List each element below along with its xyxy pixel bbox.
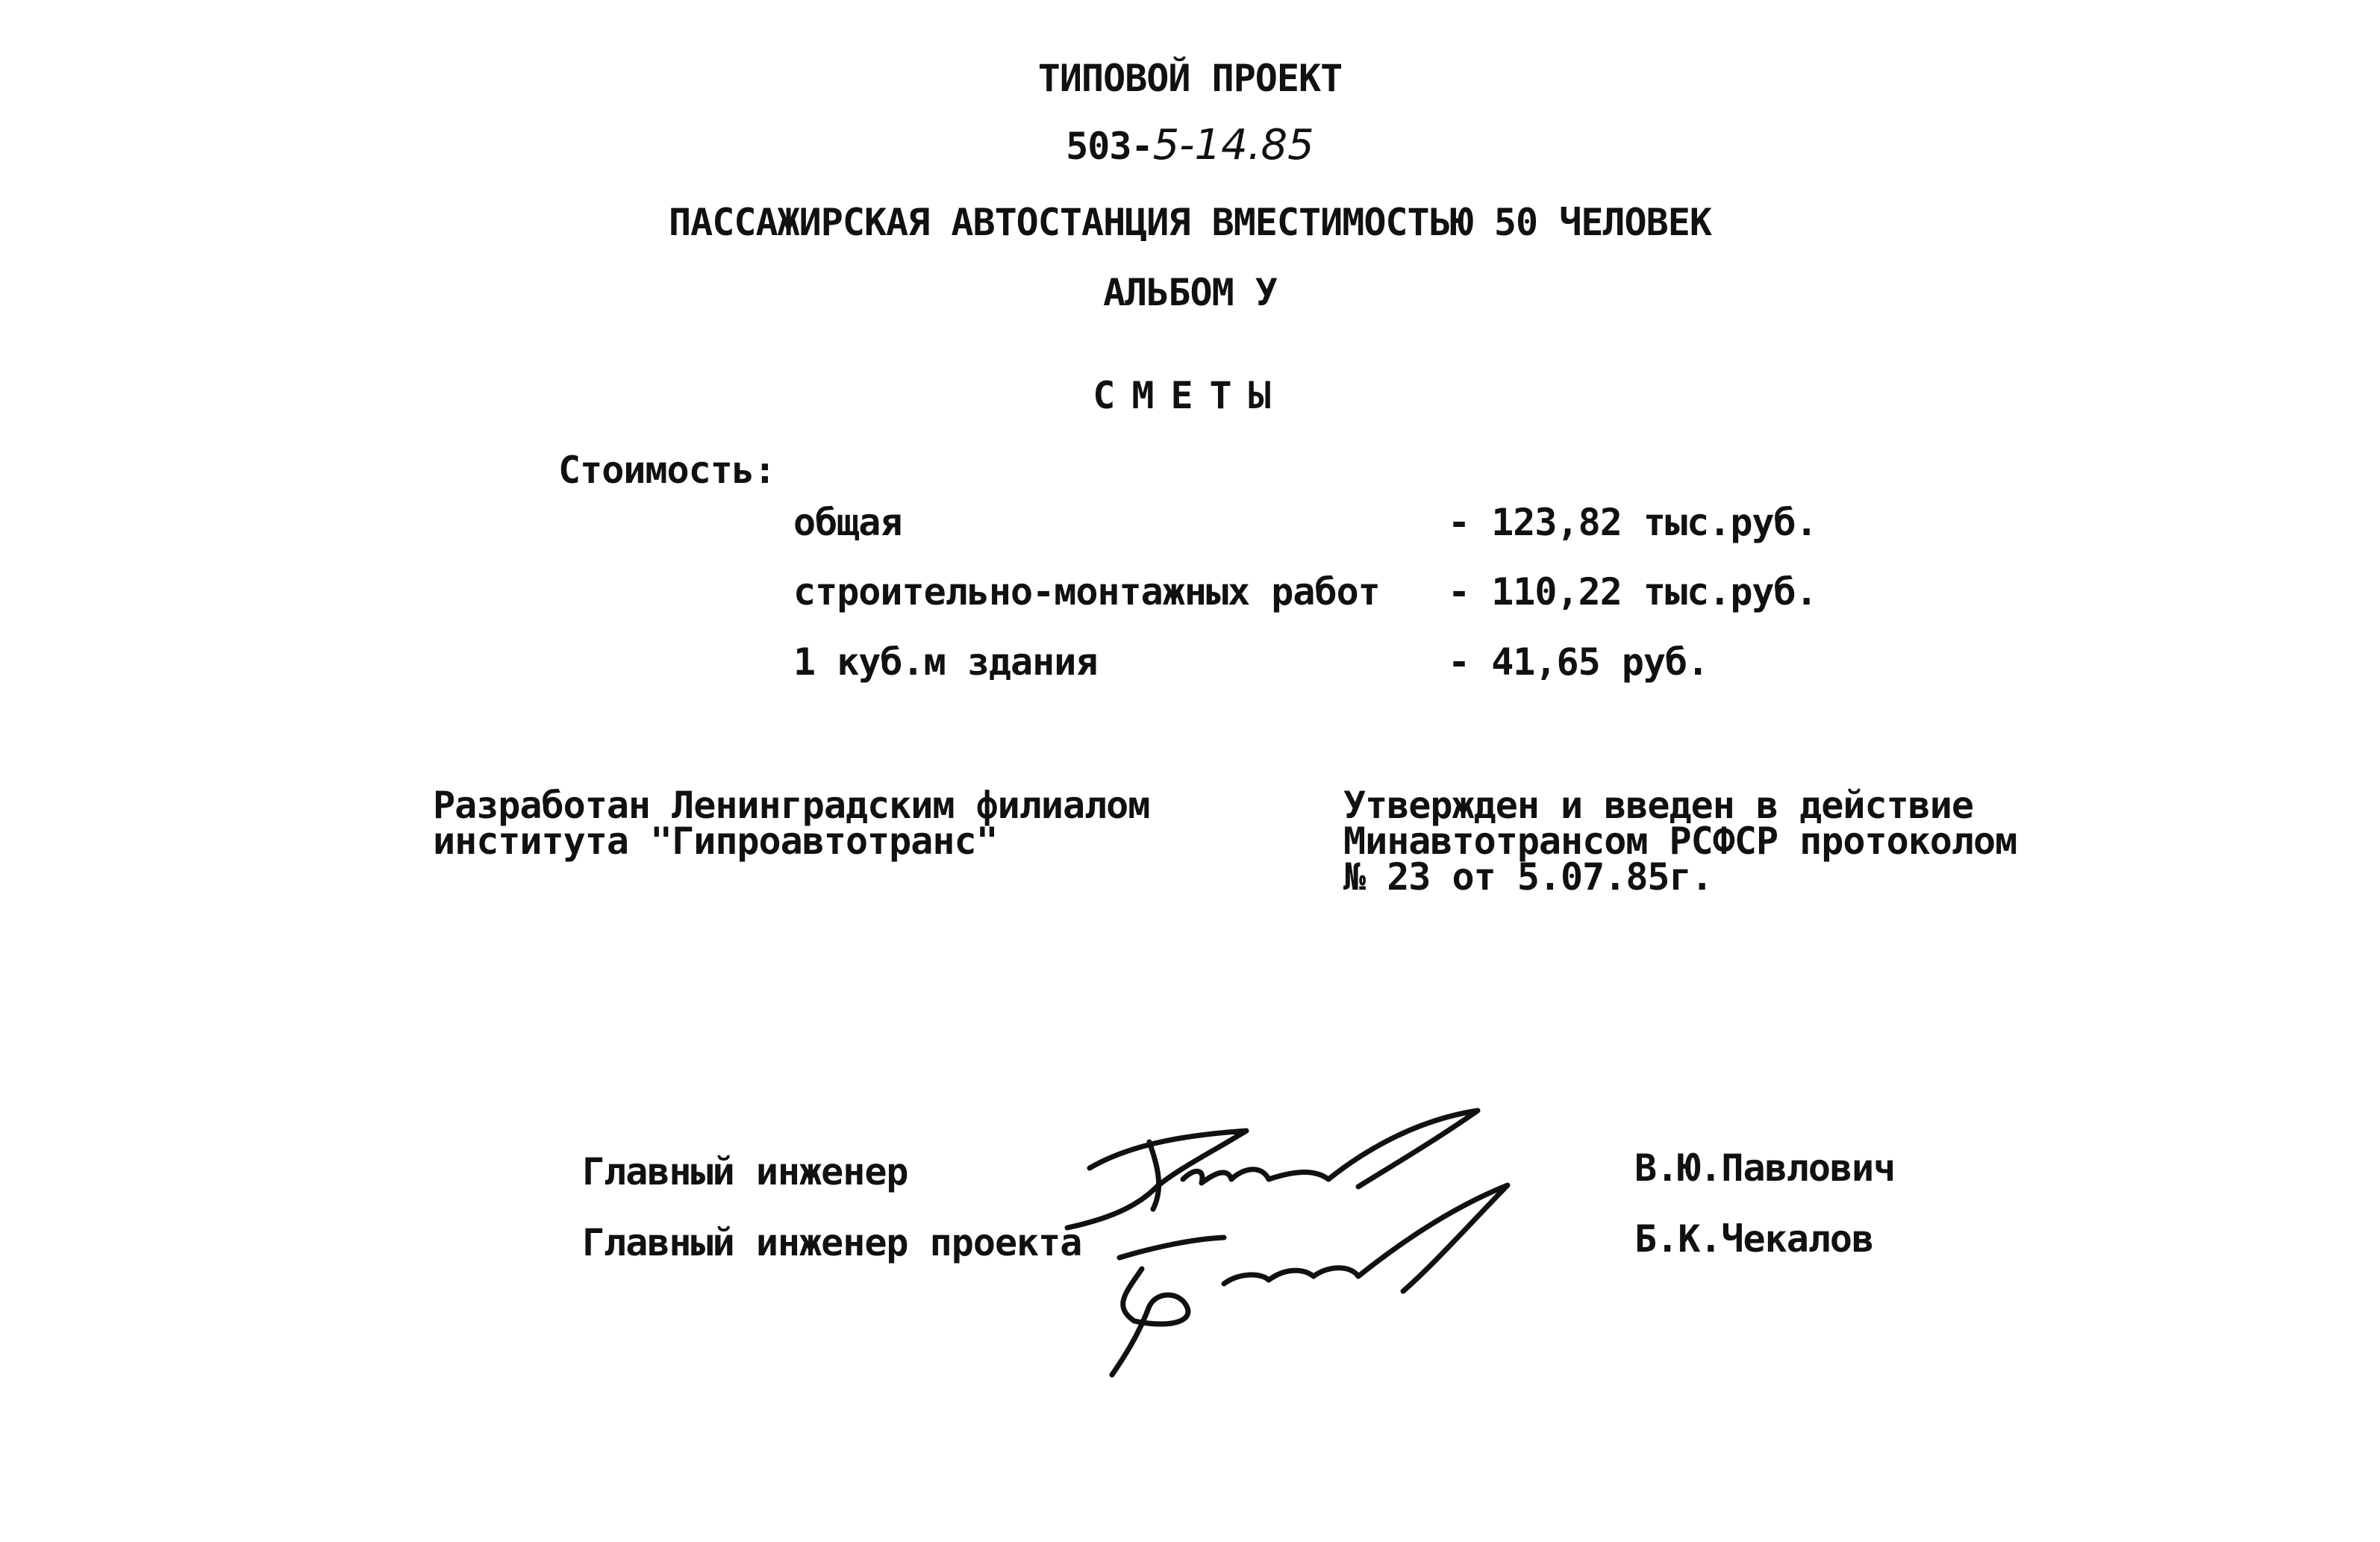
signature-role: Главный инженер проекта (582, 1221, 1082, 1264)
cost-row-name: строительно-монтажных работ (793, 570, 1380, 614)
cost-row-value: - 41,65 руб. (1448, 640, 1709, 684)
cost-row-name: 1 куб.м здания (793, 640, 1098, 684)
project-title: ПАССАЖИРСКАЯ АВТОСТАНЦИЯ ВМЕСТИМОСТЬЮ 50 ЧЕЛОВЕК (669, 201, 1711, 244)
project-number-handwritten: 5-14.85 (1152, 121, 1314, 169)
signature-role: Главный инженер (582, 1150, 908, 1193)
developed-by (433, 784, 1150, 863)
signature-name: В.Ю.Павлович (1634, 1146, 1896, 1190)
section-title: СМЕТЫ (1093, 374, 1287, 417)
project-number (0, 123, 2380, 169)
album-label: АЛЬБОМ У (1103, 271, 1277, 314)
developed-line: института "Гипроавтотранс" (433, 820, 998, 863)
signature-stroke-2 (1112, 1185, 1508, 1375)
approved-line: Минавтотрансом РСФСР протоколом (1343, 820, 2017, 863)
project-number-printed: 503- (1066, 125, 1153, 168)
developed-line: Разработан Ленинградским филиалом (433, 784, 1150, 827)
approved-by (1343, 784, 2017, 899)
doc-type-heading: ТИПОВОЙ ПРОЕКТ (1037, 57, 1343, 100)
cost-label: Стоимость: (558, 449, 776, 492)
approved-line: Утвержден и введен в действие (1343, 784, 1973, 827)
cost-row-value: - 123,82 тыс.руб. (1448, 501, 1817, 544)
approved-line: № 23 от 5.07.85г. (1343, 855, 1713, 899)
cost-row-value: - 110,22 тыс.руб. (1448, 570, 1817, 614)
signature-stroke-1 (1067, 1111, 1478, 1228)
handwritten-signatures (1045, 1097, 1567, 1381)
signature-name: Б.К.Чекалов (1634, 1217, 1874, 1261)
cost-row-name: общая (793, 501, 902, 544)
